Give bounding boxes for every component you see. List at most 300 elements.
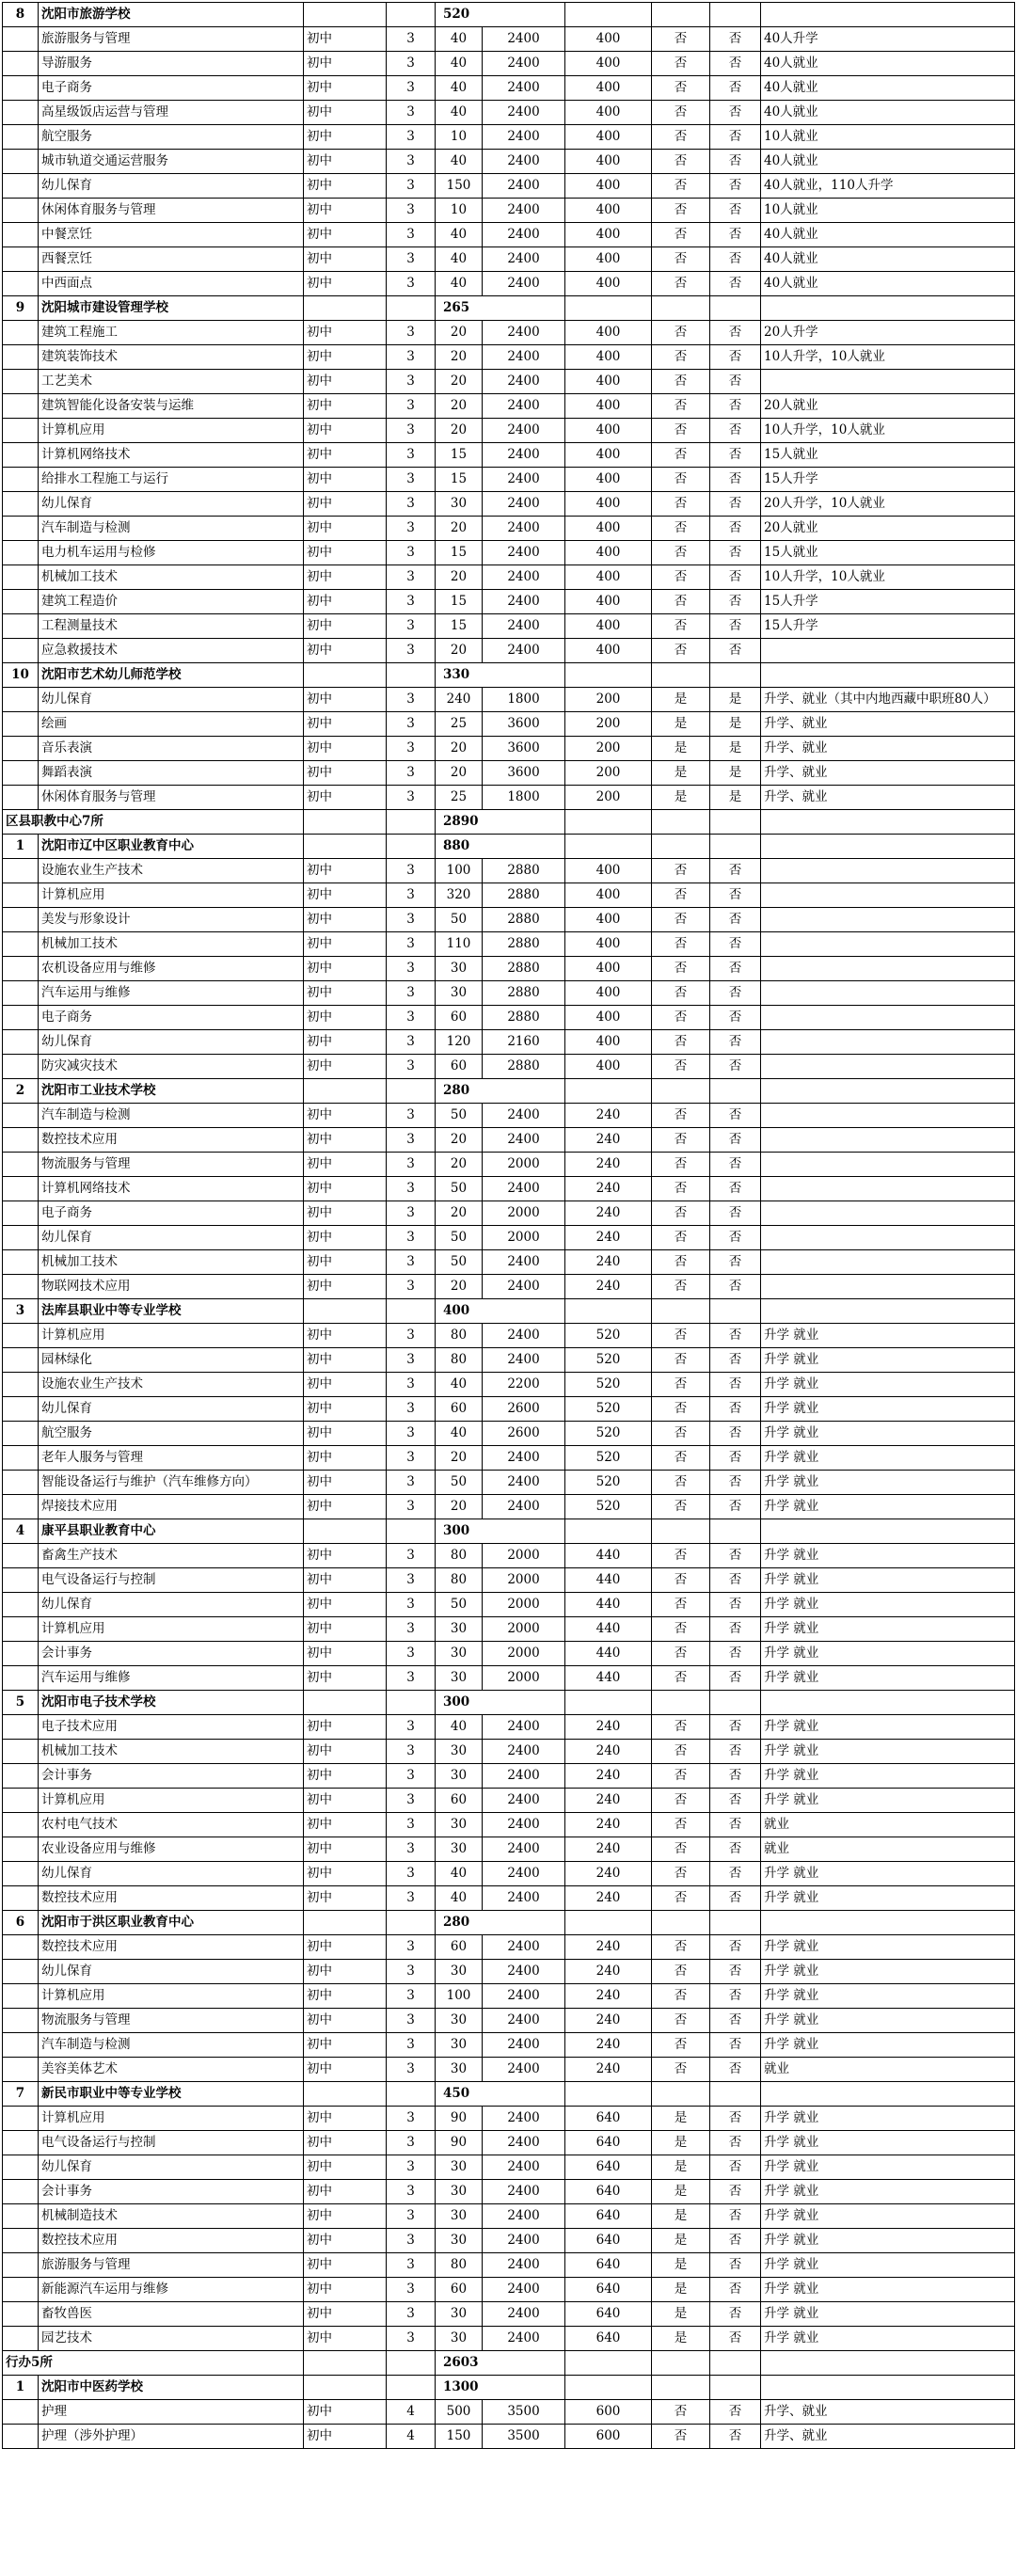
note-cell: 升学、就业 (761, 761, 1015, 786)
major-name-cell: 工艺美术 (39, 370, 304, 394)
group-total: 2603 (436, 2351, 565, 2376)
years-cell: 3 (387, 247, 436, 272)
subsidy-cell: 400 (565, 468, 652, 492)
empty-cell (387, 1519, 436, 1544)
quota-cell: 50 (436, 908, 483, 932)
flag-a-cell: 否 (652, 101, 710, 125)
subsidy-cell: 240 (565, 1153, 652, 1177)
seq-cell (3, 1642, 39, 1666)
school-row (3, 1691, 1015, 1715)
requirement-cell: 初中 (304, 2229, 387, 2253)
empty-cell (565, 1691, 652, 1715)
major-row (3, 1740, 1015, 1764)
major-row (3, 1397, 1015, 1422)
quota-cell: 20 (436, 517, 483, 541)
empty-cell (710, 810, 761, 835)
flag-a-cell: 是 (652, 712, 710, 737)
quota-cell: 40 (436, 247, 483, 272)
empty-cell (710, 2351, 761, 2376)
requirement-cell: 初中 (304, 688, 387, 712)
requirement-cell: 初中 (304, 76, 387, 101)
requirement-cell: 初中 (304, 492, 387, 517)
major-name-cell: 幼儿保育 (39, 1030, 304, 1055)
major-row (3, 1984, 1015, 2009)
major-row (3, 468, 1015, 492)
seq-cell (3, 908, 39, 932)
major-name-cell: 旅游服务与管理 (39, 2253, 304, 2278)
requirement-cell: 初中 (304, 1837, 387, 1862)
empty-cell (652, 1299, 710, 1324)
tuition-cell: 2200 (483, 1373, 565, 1397)
seq-cell (3, 688, 39, 712)
subsidy-cell: 400 (565, 52, 652, 76)
note-cell (761, 1177, 1015, 1201)
flag-a-cell: 否 (652, 1128, 710, 1153)
flag-a-cell: 否 (652, 1006, 710, 1030)
note-cell: 40人就业 (761, 247, 1015, 272)
school-number: 8 (3, 3, 39, 27)
subsidy-cell: 200 (565, 737, 652, 761)
subsidy-cell: 600 (565, 2425, 652, 2449)
subsidy-cell: 400 (565, 101, 652, 125)
school-name: 沈阳市工业技术学校 (39, 1079, 304, 1104)
requirement-cell: 初中 (304, 786, 387, 810)
school-total: 880 (436, 835, 565, 859)
tuition-cell: 2400 (483, 2058, 565, 2082)
subsidy-cell: 240 (565, 1764, 652, 1789)
requirement-cell: 初中 (304, 2009, 387, 2033)
flag-a-cell: 否 (652, 443, 710, 468)
seq-cell (3, 1397, 39, 1422)
seq-cell (3, 443, 39, 468)
empty-cell (652, 1911, 710, 1935)
subsidy-cell: 520 (565, 1348, 652, 1373)
requirement-cell: 初中 (304, 272, 387, 296)
tuition-cell: 2000 (483, 1617, 565, 1642)
requirement-cell: 初中 (304, 2204, 387, 2229)
seq-cell (3, 957, 39, 981)
seq-cell (3, 2204, 39, 2229)
years-cell: 3 (387, 2229, 436, 2253)
major-row (3, 1544, 1015, 1568)
requirement-cell: 初中 (304, 419, 387, 443)
quota-cell: 20 (436, 1495, 483, 1519)
school-total: 280 (436, 1911, 565, 1935)
years-cell: 3 (387, 1446, 436, 1471)
school-row (3, 2376, 1015, 2400)
flag-a-cell: 否 (652, 1789, 710, 1813)
quota-cell: 30 (436, 2155, 483, 2180)
flag-b-cell: 否 (710, 101, 761, 125)
years-cell: 3 (387, 859, 436, 883)
seq-cell (3, 2302, 39, 2327)
school-total: 280 (436, 1079, 565, 1104)
note-cell: 10人升学，10人就业 (761, 565, 1015, 590)
subsidy-cell: 400 (565, 247, 652, 272)
quota-cell: 40 (436, 101, 483, 125)
school-total: 400 (436, 1299, 565, 1324)
subsidy-cell: 240 (565, 2009, 652, 2033)
flag-a-cell: 否 (652, 1055, 710, 1079)
subsidy-cell: 400 (565, 932, 652, 957)
flag-a-cell: 否 (652, 1422, 710, 1446)
quota-cell: 500 (436, 2400, 483, 2425)
requirement-cell: 初中 (304, 1617, 387, 1642)
seq-cell (3, 223, 39, 247)
seq-cell (3, 1373, 39, 1397)
empty-cell (565, 296, 652, 321)
major-name-cell: 农业设备应用与维修 (39, 1837, 304, 1862)
major-row (3, 345, 1015, 370)
quota-cell: 30 (436, 1764, 483, 1789)
requirement-cell: 初中 (304, 1104, 387, 1128)
years-cell: 3 (387, 1177, 436, 1201)
years-cell: 3 (387, 1471, 436, 1495)
seq-cell (3, 101, 39, 125)
subsidy-cell: 440 (565, 1642, 652, 1666)
tuition-cell: 2400 (483, 272, 565, 296)
flag-a-cell: 是 (652, 761, 710, 786)
years-cell: 3 (387, 370, 436, 394)
major-name-cell: 西餐烹饪 (39, 247, 304, 272)
major-row (3, 1055, 1015, 1079)
major-row (3, 1862, 1015, 1886)
flag-a-cell: 否 (652, 2425, 710, 2449)
major-name-cell: 电子商务 (39, 76, 304, 101)
note-cell: 15人升学 (761, 468, 1015, 492)
subsidy-cell: 240 (565, 2033, 652, 2058)
major-row (3, 1250, 1015, 1275)
flag-b-cell: 否 (710, 2278, 761, 2302)
years-cell: 3 (387, 2278, 436, 2302)
flag-a-cell: 否 (652, 370, 710, 394)
flag-b-cell: 否 (710, 639, 761, 663)
subsidy-cell: 400 (565, 859, 652, 883)
major-name-cell: 航空服务 (39, 125, 304, 150)
flag-b-cell: 否 (710, 2204, 761, 2229)
subsidy-cell: 400 (565, 541, 652, 565)
note-cell: 10人升学，10人就业 (761, 419, 1015, 443)
flag-b-cell: 否 (710, 1495, 761, 1519)
empty-cell (387, 2376, 436, 2400)
tuition-cell: 2400 (483, 1128, 565, 1153)
requirement-cell: 初中 (304, 2180, 387, 2204)
major-name-cell: 数控技术应用 (39, 1935, 304, 1960)
empty-cell (652, 1079, 710, 1104)
subsidy-cell: 400 (565, 908, 652, 932)
years-cell: 3 (387, 614, 436, 639)
group-row (3, 810, 1015, 835)
requirement-cell: 初中 (304, 1055, 387, 1079)
years-cell: 3 (387, 321, 436, 345)
note-cell: 就业 (761, 1837, 1015, 1862)
empty-cell (565, 2351, 652, 2376)
flag-b-cell: 否 (710, 981, 761, 1006)
empty-cell (761, 1519, 1015, 1544)
tuition-cell: 2400 (483, 1348, 565, 1373)
requirement-cell: 初中 (304, 1568, 387, 1593)
note-cell: 升学 就业 (761, 2155, 1015, 2180)
flag-b-cell: 否 (710, 492, 761, 517)
seq-cell (3, 786, 39, 810)
empty-cell (304, 1519, 387, 1544)
subsidy-cell: 640 (565, 2180, 652, 2204)
major-name-cell: 电气设备运行与控制 (39, 2131, 304, 2155)
years-cell: 3 (387, 2009, 436, 2033)
quota-cell: 30 (436, 1740, 483, 1764)
major-name-cell: 会计事务 (39, 2180, 304, 2204)
quota-cell: 60 (436, 1789, 483, 1813)
requirement-cell: 初中 (304, 1593, 387, 1617)
years-cell: 3 (387, 565, 436, 590)
years-cell: 3 (387, 639, 436, 663)
years-cell: 3 (387, 1666, 436, 1691)
flag-b-cell: 否 (710, 2058, 761, 2082)
tuition-cell: 2400 (483, 1764, 565, 1789)
years-cell: 3 (387, 174, 436, 199)
seq-cell (3, 1984, 39, 2009)
flag-b-cell: 否 (710, 1201, 761, 1226)
tuition-cell: 2400 (483, 27, 565, 52)
school-number: 6 (3, 1911, 39, 1935)
note-cell (761, 1201, 1015, 1226)
major-name-cell: 护理（涉外护理） (39, 2425, 304, 2449)
quota-cell: 80 (436, 1568, 483, 1593)
note-cell (761, 1226, 1015, 1250)
requirement-cell: 初中 (304, 1471, 387, 1495)
quota-cell: 10 (436, 199, 483, 223)
subsidy-cell: 400 (565, 345, 652, 370)
years-cell: 3 (387, 443, 436, 468)
years-cell: 3 (387, 1642, 436, 1666)
flag-b-cell: 否 (710, 345, 761, 370)
requirement-cell: 初中 (304, 1862, 387, 1886)
note-cell (761, 1104, 1015, 1128)
major-name-cell: 老年人服务与管理 (39, 1446, 304, 1471)
seq-cell (3, 1715, 39, 1740)
major-name-cell: 电子商务 (39, 1006, 304, 1030)
years-cell: 3 (387, 1886, 436, 1911)
quota-cell: 40 (436, 1373, 483, 1397)
major-name-cell: 电力机车运用与检修 (39, 541, 304, 565)
flag-b-cell: 否 (710, 1789, 761, 1813)
flag-a-cell: 否 (652, 1617, 710, 1642)
tuition-cell: 2400 (483, 1275, 565, 1299)
subsidy-cell: 640 (565, 2204, 652, 2229)
major-name-cell: 旅游服务与管理 (39, 27, 304, 52)
quota-cell: 40 (436, 223, 483, 247)
major-row (3, 2155, 1015, 2180)
requirement-cell: 初中 (304, 394, 387, 419)
requirement-cell: 初中 (304, 1128, 387, 1153)
quota-cell: 50 (436, 1177, 483, 1201)
note-cell: 40人升学 (761, 27, 1015, 52)
seq-cell (3, 737, 39, 761)
years-cell: 3 (387, 150, 436, 174)
flag-b-cell: 否 (710, 1593, 761, 1617)
tuition-cell: 2400 (483, 2155, 565, 2180)
requirement-cell: 初中 (304, 101, 387, 125)
seq-cell (3, 2107, 39, 2131)
major-row (3, 590, 1015, 614)
requirement-cell: 初中 (304, 2327, 387, 2351)
note-cell: 升学 就业 (761, 1666, 1015, 1691)
major-name-cell: 工程测量技术 (39, 614, 304, 639)
note-cell: 40人就业 (761, 76, 1015, 101)
major-name-cell: 建筑装饰技术 (39, 345, 304, 370)
major-row (3, 1446, 1015, 1471)
seq-cell (3, 1104, 39, 1128)
years-cell: 3 (387, 908, 436, 932)
major-name-cell: 计算机应用 (39, 883, 304, 908)
tuition-cell: 2880 (483, 1006, 565, 1030)
empty-cell (761, 3, 1015, 27)
note-cell: 10人升学，10人就业 (761, 345, 1015, 370)
flag-a-cell: 否 (652, 174, 710, 199)
major-row (3, 1789, 1015, 1813)
subsidy-cell: 240 (565, 1886, 652, 1911)
seq-cell (3, 1055, 39, 1079)
school-row (3, 296, 1015, 321)
major-name-cell: 电子商务 (39, 1201, 304, 1226)
quota-cell: 20 (436, 1275, 483, 1299)
note-cell: 升学、就业 (761, 712, 1015, 737)
years-cell: 3 (387, 1055, 436, 1079)
flag-b-cell: 否 (710, 1886, 761, 1911)
major-row (3, 517, 1015, 541)
years-cell: 3 (387, 1373, 436, 1397)
note-cell: 15人升学 (761, 590, 1015, 614)
note-cell: 升学 就业 (761, 1544, 1015, 1568)
major-row (3, 1471, 1015, 1495)
major-name-cell: 给排水工程施工与运行 (39, 468, 304, 492)
subsidy-cell: 640 (565, 2253, 652, 2278)
seq-cell (3, 1006, 39, 1030)
tuition-cell: 2400 (483, 590, 565, 614)
flag-b-cell: 否 (710, 1446, 761, 1471)
subsidy-cell: 440 (565, 1666, 652, 1691)
flag-b-cell: 否 (710, 150, 761, 174)
tuition-cell: 2400 (483, 2180, 565, 2204)
subsidy-cell: 240 (565, 1104, 652, 1128)
quota-cell: 30 (436, 2180, 483, 2204)
empty-cell (304, 2351, 387, 2376)
tuition-cell: 2880 (483, 932, 565, 957)
major-name-cell: 中西面点 (39, 272, 304, 296)
note-cell (761, 1153, 1015, 1177)
flag-a-cell: 否 (652, 908, 710, 932)
seq-cell (3, 2278, 39, 2302)
flag-a-cell: 否 (652, 492, 710, 517)
years-cell: 3 (387, 2253, 436, 2278)
subsidy-cell: 400 (565, 321, 652, 345)
flag-b-cell: 否 (710, 394, 761, 419)
flag-b-cell: 是 (710, 737, 761, 761)
major-name-cell: 建筑智能化设备安装与运维 (39, 394, 304, 419)
major-name-cell: 汽车制造与检测 (39, 1104, 304, 1128)
note-cell: 升学 就业 (761, 2033, 1015, 2058)
subsidy-cell: 640 (565, 2278, 652, 2302)
tuition-cell: 2600 (483, 1422, 565, 1446)
seq-cell (3, 1813, 39, 1837)
seq-cell (3, 52, 39, 76)
seq-cell (3, 1935, 39, 1960)
tuition-cell: 1800 (483, 688, 565, 712)
quota-cell: 25 (436, 786, 483, 810)
tuition-cell: 2400 (483, 1862, 565, 1886)
school-row (3, 1299, 1015, 1324)
requirement-cell: 初中 (304, 981, 387, 1006)
quota-cell: 40 (436, 1715, 483, 1740)
flag-a-cell: 否 (652, 52, 710, 76)
subsidy-cell: 400 (565, 174, 652, 199)
note-cell: 升学 就业 (761, 1373, 1015, 1397)
subsidy-cell: 400 (565, 957, 652, 981)
major-row (3, 565, 1015, 590)
years-cell: 3 (387, 223, 436, 247)
years-cell: 3 (387, 1935, 436, 1960)
tuition-cell: 2400 (483, 345, 565, 370)
years-cell: 3 (387, 1201, 436, 1226)
major-name-cell: 幼儿保育 (39, 1226, 304, 1250)
note-cell: 升学 就业 (761, 2302, 1015, 2327)
seq-cell (3, 565, 39, 590)
seq-cell (3, 272, 39, 296)
requirement-cell: 初中 (304, 957, 387, 981)
empty-cell (761, 1079, 1015, 1104)
quota-cell: 100 (436, 1984, 483, 2009)
empty-cell (304, 835, 387, 859)
seq-cell (3, 1837, 39, 1862)
flag-a-cell: 是 (652, 2229, 710, 2253)
empty-cell (387, 1911, 436, 1935)
major-row (3, 541, 1015, 565)
note-cell: 升学 就业 (761, 1324, 1015, 1348)
quota-cell: 90 (436, 2131, 483, 2155)
requirement-cell: 初中 (304, 1373, 387, 1397)
seq-cell (3, 2253, 39, 2278)
years-cell: 4 (387, 2425, 436, 2449)
major-row (3, 1935, 1015, 1960)
quota-cell: 40 (436, 1886, 483, 1911)
major-name-cell: 幼儿保育 (39, 174, 304, 199)
subsidy-cell: 240 (565, 1984, 652, 2009)
subsidy-cell: 240 (565, 1226, 652, 1250)
requirement-cell: 初中 (304, 199, 387, 223)
major-name-cell: 设施农业生产技术 (39, 859, 304, 883)
requirement-cell: 初中 (304, 1324, 387, 1348)
major-name-cell: 休闲体育服务与管理 (39, 786, 304, 810)
note-cell (761, 883, 1015, 908)
flag-a-cell: 是 (652, 2327, 710, 2351)
major-row (3, 1275, 1015, 1299)
requirement-cell: 初中 (304, 1422, 387, 1446)
years-cell: 3 (387, 1348, 436, 1373)
flag-b-cell: 否 (710, 174, 761, 199)
quota-cell: 80 (436, 1324, 483, 1348)
major-row (3, 737, 1015, 761)
major-name-cell: 数控技术应用 (39, 1886, 304, 1911)
note-cell: 升学 就业 (761, 1960, 1015, 1984)
tuition-cell: 2400 (483, 247, 565, 272)
tuition-cell: 2400 (483, 1813, 565, 1837)
empty-cell (761, 296, 1015, 321)
empty-cell (652, 296, 710, 321)
tuition-cell: 2000 (483, 1201, 565, 1226)
subsidy-cell: 440 (565, 1617, 652, 1642)
empty-cell (565, 3, 652, 27)
flag-a-cell: 否 (652, 1446, 710, 1471)
